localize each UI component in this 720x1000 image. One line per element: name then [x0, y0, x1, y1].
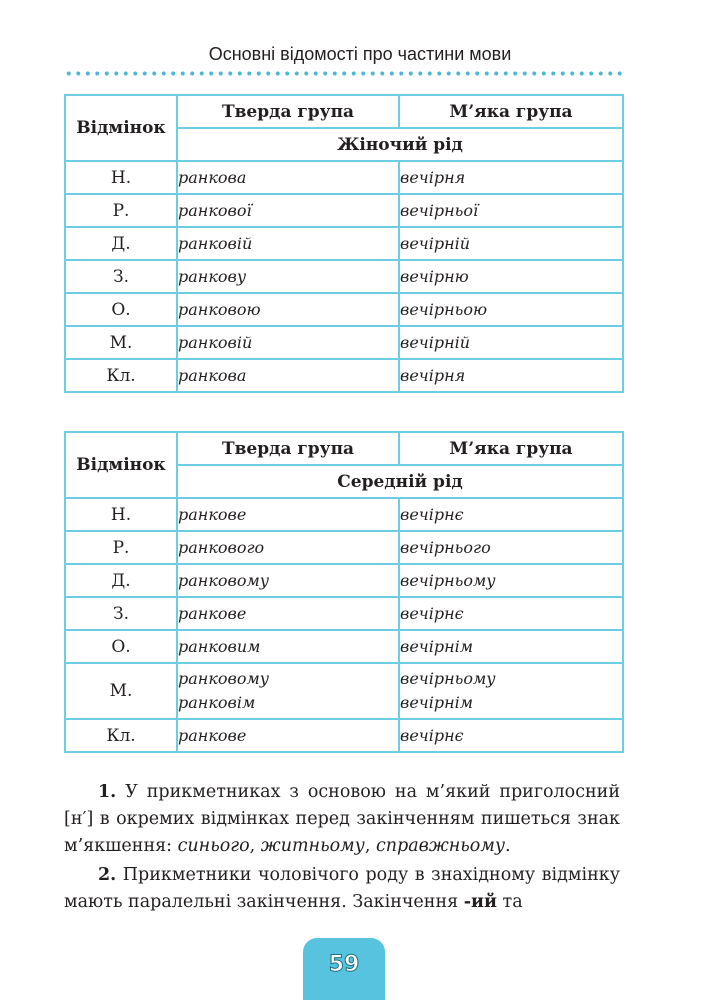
table-row: [65, 630, 623, 663]
soft-group-form: [399, 293, 623, 326]
table-row: [65, 293, 623, 326]
hard-group-form: [177, 663, 399, 719]
hard-group-form: [177, 260, 399, 293]
case-label: З.: [65, 260, 177, 293]
hard-group-header: Тверда група: [177, 432, 399, 465]
note-1-sep-1: ,: [249, 836, 261, 856]
table-row: [65, 326, 623, 359]
case-label: Кл.: [65, 719, 177, 752]
soft-group-form: [399, 227, 623, 260]
soft-group-form: [399, 663, 623, 719]
hard-group-form: [177, 498, 399, 531]
hard-group-form: [177, 564, 399, 597]
note-2-text-end: та: [496, 892, 523, 912]
soft-form-word: вечірньою: [400, 299, 488, 319]
hard-group-form: [177, 194, 399, 227]
note-2-number: 2.: [98, 865, 117, 885]
note-1-example-3: справжньому: [375, 836, 505, 856]
hard-form-word: ранкову: [178, 266, 247, 286]
hard-form-word: ранковому: [178, 570, 269, 590]
soft-group-form: [399, 597, 623, 630]
soft-form-word: вечірнє: [400, 603, 464, 623]
soft-group-form: [399, 630, 623, 663]
soft-group-form: [399, 326, 623, 359]
soft-group-header: М’яка група: [399, 95, 623, 128]
case-label: Д.: [65, 227, 177, 260]
table-row: [65, 194, 623, 227]
soft-group-form: [399, 564, 623, 597]
table-row: [65, 260, 623, 293]
note-1-number: 1.: [98, 782, 117, 802]
table-row: [65, 719, 623, 752]
hard-form-word: ранкове: [178, 725, 247, 745]
hard-form-word: ранкове: [178, 603, 247, 623]
case-label: З.: [65, 597, 177, 630]
gender-label: Жіночий рід: [177, 128, 623, 161]
table-row: [65, 531, 623, 564]
case-label: Р.: [65, 531, 177, 564]
note-1-sep-2: ,: [364, 836, 376, 856]
table-row: [65, 498, 623, 531]
soft-form-word: вечірньої: [400, 200, 479, 220]
soft-form-word: вечірню: [400, 266, 469, 286]
hard-form-word: ранковою: [178, 299, 261, 319]
case-label: Кл.: [65, 359, 177, 392]
table-row: [65, 161, 623, 194]
case-column-header: Відмінок: [65, 95, 177, 161]
hard-group-form: [177, 630, 399, 663]
hard-group-header: Тверда група: [177, 95, 399, 128]
table-row: [65, 227, 623, 260]
case-label: О.: [65, 293, 177, 326]
case-label: Н.: [65, 498, 177, 531]
note-2: [64, 862, 620, 916]
note-1-text: У прикметниках з основою на м’який приголосний [н′] в окремих відмінках перед закінченням пишеться знак м’якшення:: [64, 782, 620, 856]
soft-form-word: вечірнього: [400, 537, 491, 557]
table-row: [65, 663, 623, 719]
soft-form-word: вечірнє: [400, 725, 464, 745]
note-1: [64, 779, 620, 860]
soft-form-word: вечірнім: [400, 693, 474, 712]
soft-group-form: [399, 359, 623, 392]
case-label: Н.: [65, 161, 177, 194]
soft-form-word: вечірній: [400, 332, 471, 352]
hard-group-form: [177, 293, 399, 326]
soft-form-word: вечірня: [400, 365, 466, 385]
hard-form-word: ранкове: [178, 504, 247, 524]
soft-form-word: вечірня: [400, 167, 466, 187]
case-label: М.: [65, 326, 177, 359]
hard-group-form: [177, 326, 399, 359]
hard-group-form: [177, 719, 399, 752]
note-1-example-1: синього: [177, 836, 250, 856]
hard-form-word: ранковій: [178, 233, 253, 253]
hard-form-word: ранкового: [178, 537, 265, 557]
note-2-text: Прикметники чоловічого роду в знахідному відмінку мають паралельні закінчення. Закінчення: [64, 865, 620, 912]
note-2-ending: -ий: [463, 892, 497, 912]
declension-table-feminine: [64, 94, 624, 393]
hard-form-word: ранкової: [178, 200, 252, 220]
soft-group-form: [399, 260, 623, 293]
page-header-title: Основні відомості про частини мови: [208, 44, 512, 64]
declension-table-neuter: [64, 431, 624, 753]
hard-form-word: ранковій: [178, 332, 253, 352]
case-label: О.: [65, 630, 177, 663]
page-number: 59: [328, 952, 360, 977]
table-row: [65, 597, 623, 630]
soft-form-word: вечірній: [400, 233, 471, 253]
soft-group-form: [399, 531, 623, 564]
soft-group-form: [399, 194, 623, 227]
page-number-tab: [303, 938, 385, 1000]
case-label: Р.: [65, 194, 177, 227]
hard-form-word: ранковим: [178, 636, 261, 656]
soft-form-word: вечірньому: [400, 570, 496, 590]
case-label: М.: [65, 663, 177, 719]
case-column-header: Відмінок: [65, 432, 177, 498]
soft-group-form: [399, 161, 623, 194]
soft-group-header: М’яка група: [399, 432, 623, 465]
hard-form-word: ранковому: [178, 669, 269, 688]
table-row: [65, 564, 623, 597]
note-1-example-2: житньому: [260, 836, 365, 856]
hard-group-form: [177, 597, 399, 630]
soft-group-form: [399, 719, 623, 752]
hard-group-form: [177, 359, 399, 392]
case-label: Д.: [65, 564, 177, 597]
hard-group-form: [177, 227, 399, 260]
soft-group-form: [399, 498, 623, 531]
gender-label: Середній рід: [177, 465, 623, 498]
hard-group-form: [177, 161, 399, 194]
soft-form-word: вечірнє: [400, 504, 464, 524]
hard-form-word: ранкова: [178, 167, 247, 187]
table-row: [65, 359, 623, 392]
soft-form-word: вечірньому: [400, 669, 496, 688]
hard-form-word: ранкова: [178, 365, 247, 385]
hard-form-word: ранковім: [178, 693, 256, 712]
soft-form-word: вечірнім: [400, 636, 474, 656]
hard-group-form: [177, 531, 399, 564]
dotted-divider: [64, 71, 624, 76]
note-1-end: .: [505, 836, 511, 856]
